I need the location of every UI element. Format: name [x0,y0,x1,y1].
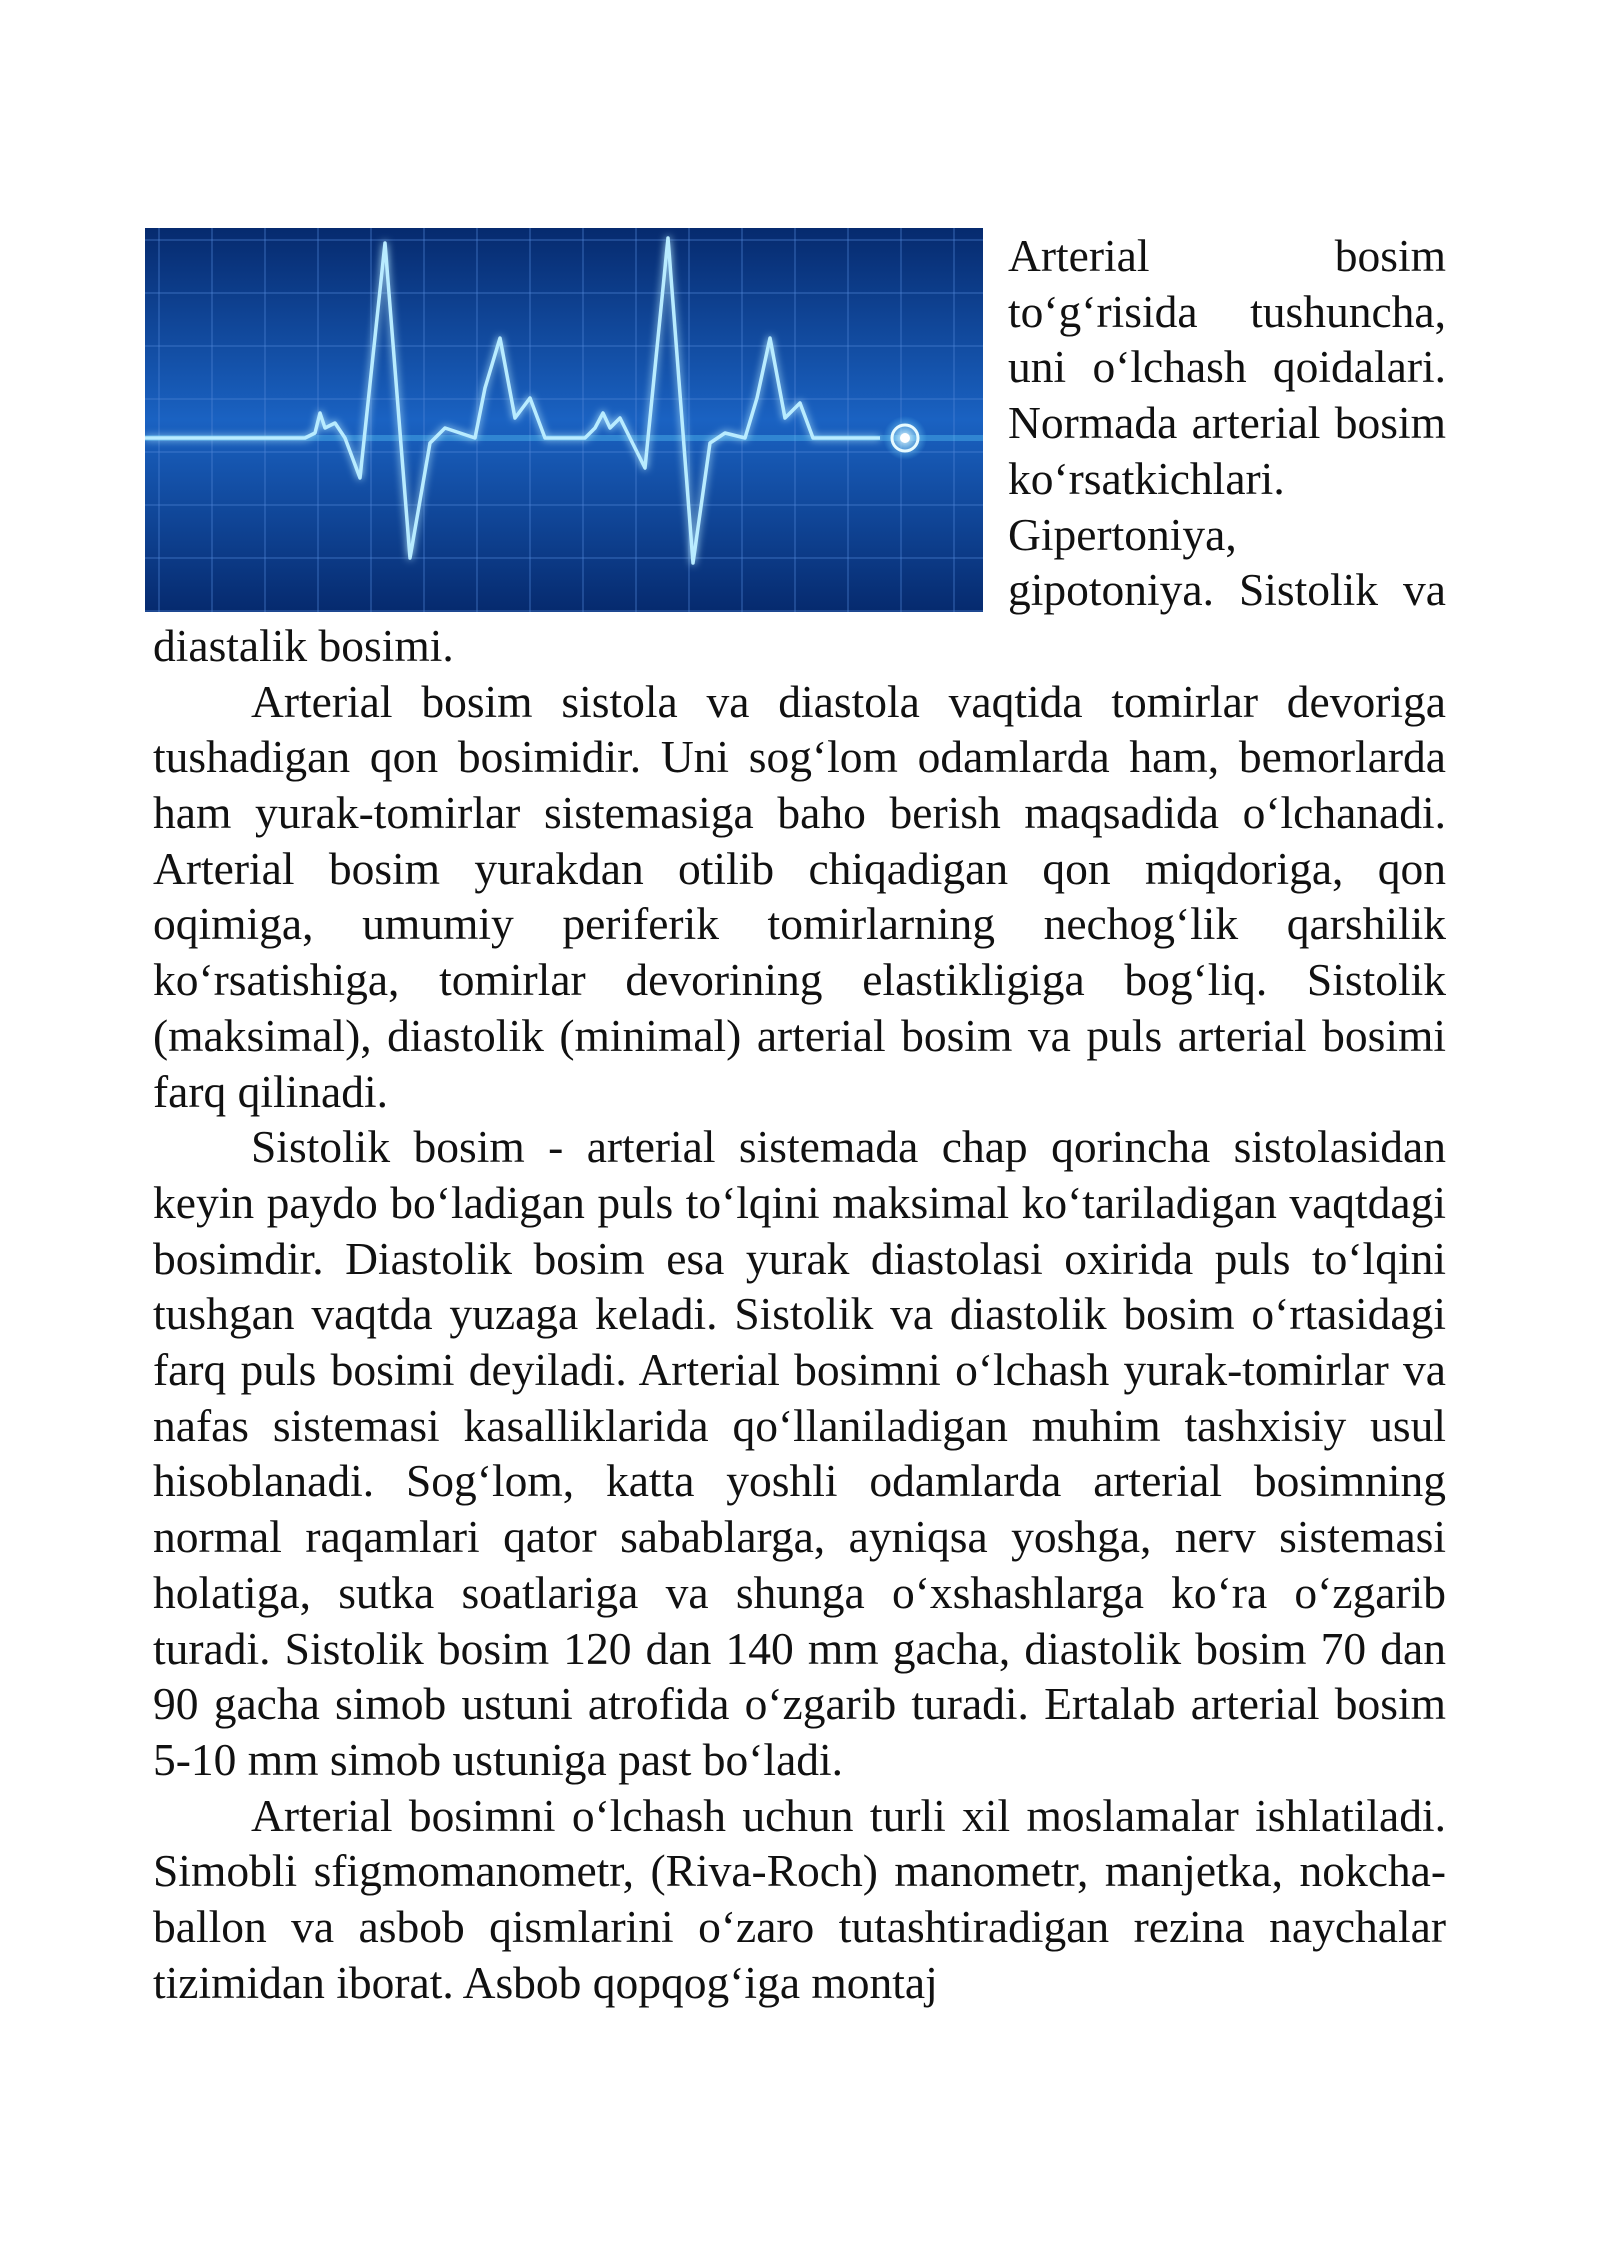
ecg-dot [900,433,910,443]
document-page [153,228,1446,2011]
ecg-heartbeat-image [145,228,983,612]
ecg-background [145,228,983,612]
section-heading: Arterial bosim to‘g‘risida tushuncha, uni o‘lchash qoidalari. Normada arterial bosim ko‘rsatkichlari. Gipertoniya, gipotoniya. Sistolik va diastalik bosimi. [153,230,1446,671]
document-body [153,228,1446,2011]
ecg-heartbeat-icon [145,228,983,612]
paragraph-2: Sistolik bosim - arterial sistemada chap qorincha sistolasidan keyin paydo bo‘ladigan puls to‘lqini maksimal ko‘tariladigan vaqtdagi bosimdir. Diastolik bosim esa yurak diastolasi oxirida puls to‘lqini tushgan vaqtda yuzaga keladi. Sistolik va diastolik bosim o‘rtasidagi farq puls bosimi deyiladi. Arterial bosimni o‘lchash yurak-tomirlar va nafas sistemasi kasalliklarida qo‘llaniladigan muhim tashxisiy usul hisoblanadi. Sog‘lom, katta yoshli odamlarda arterial bosimning normal raqamlari qator sabablarga, ayniqsa yoshga, nerv sistemasi holatiga, sutka soatlariga va shunga o‘xshashlarga ko‘ra o‘zgarib turadi. Sistolik bosim 120 dan 140 mm gacha, diastolik bosim 70 dan 90 gacha simob ustuni atrofida o‘zgarib turadi. Ertalab arterial bosim 5-10 mm simob ustuniga past bo‘ladi. [153,1121,1446,1785]
paragraph-1: Arterial bosim sistola va diastola vaqtida tomirlar devoriga tushadigan qon bosimidir. Uni sog‘lom odamlarda ham, bemorlarda ham yurak-tomirlar sistemasiga baho berish maqsadida o‘lchanadi. Arterial bosim yurakdan otilib chiqadigan qon miqdoriga, qon oqimiga, umumiy periferik tomirlarning nechog‘lik qarshilik ko‘rsatishiga, tomirlar devorining elastikligiga bog‘liq. Sistolik (maksimal), diastolik (minimal) arterial bosim va puls arterial bosimi farq qilinadi. [153,675,1446,1117]
paragraph-3: Arterial bosimni o‘lchash uchun turli xil moslamalar ishlatiladi. Simobli sfigmomanometr, (Riva-Roch) manometr, manjetka, nokcha-ballon va asbob qismlarini o‘zaro tutashtiradigan rezina naychalar tizimidan iborat. Asbob qopqog‘iga montaj [153,1789,1446,2008]
